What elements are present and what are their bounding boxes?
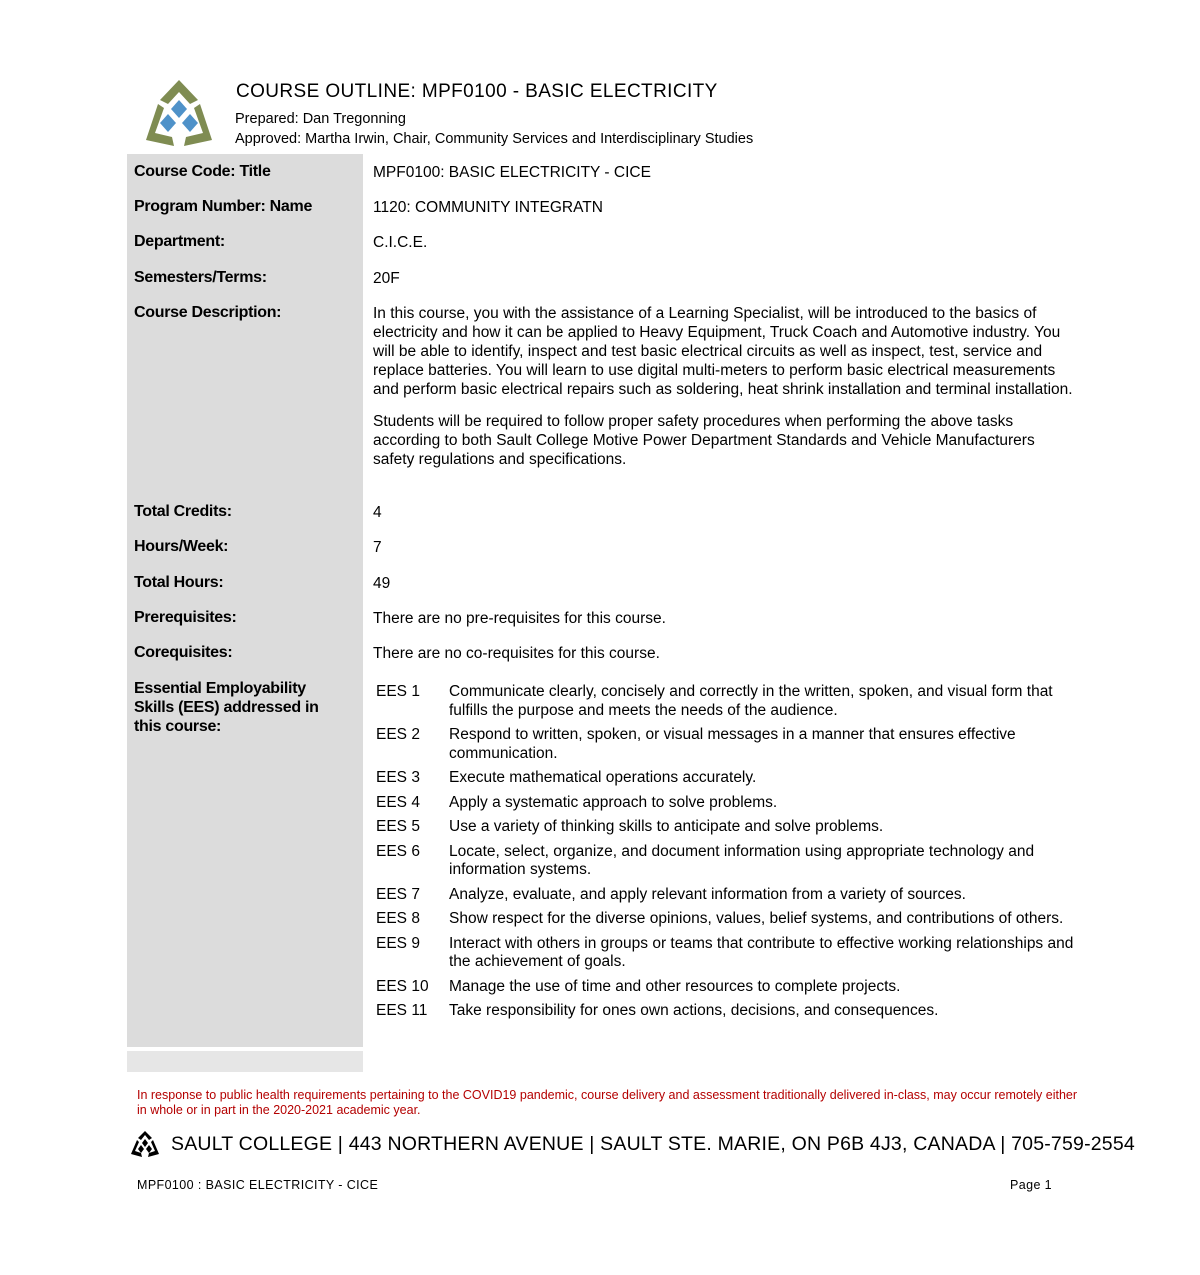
ees-text: Interact with others in groups or teams that contribute to effective working relationships and the achievement of goals. — [449, 934, 1074, 970]
sault-college-small-logo-icon — [129, 1130, 161, 1158]
label-column-footer-band — [127, 1051, 363, 1072]
ees-code: EES 11 — [376, 1002, 428, 1019]
ees-text: Show respect for the diverse opinions, values, belief systems, and contributions of others. — [449, 910, 1064, 927]
prerequisites-value: There are no pre-requisites for this course. — [373, 610, 666, 627]
ees-code: EES 8 — [376, 910, 420, 927]
ees-code: EES 1 — [376, 683, 420, 700]
sault-college-logo — [138, 78, 220, 152]
semesters-label: Semesters/Terms: — [134, 269, 267, 286]
ees-text: Take responsibility for ones own actions, decisions, and consequences. — [449, 1002, 939, 1019]
semesters-value: 20F — [373, 270, 400, 287]
hours-week-value: 7 — [373, 539, 382, 556]
college-address: SAULT COLLEGE | 443 NORTHERN AVENUE | SAULT STE. MARIE, ON P6B 4J3, CANADA | 705-759-2554 — [171, 1132, 1135, 1155]
ees-text: Locate, select, organize, and document information using appropriate technology and information systems. — [449, 842, 1035, 878]
total-hours-label: Total Hours: — [134, 574, 224, 591]
course-description — [373, 304, 1073, 482]
footer-course-name: MPF0100 : BASIC ELECTRICITY - CICE — [137, 1178, 379, 1192]
ees-item — [376, 843, 1076, 880]
hours-week-label: Hours/Week: — [134, 538, 229, 555]
covid-notice: In response to public health requirements pertaining to the COVID19 pandemic, course delivery and assessment traditionally delivered in-class, may occur remotely either in whole or in part in the 2020-2021 academic year. — [137, 1088, 1078, 1117]
ees-item — [376, 794, 1076, 813]
ees-code: EES 2 — [376, 726, 420, 743]
ees-code: EES 3 — [376, 769, 420, 786]
credits-value: 4 — [373, 504, 382, 521]
course-outline-title: COURSE OUTLINE: MPF0100 - BASIC ELECTRICITY — [236, 81, 718, 102]
ees-text: Use a variety of thinking skills to anticipate and solve problems. — [449, 818, 884, 835]
ees-text: Execute mathematical operations accurately. — [449, 769, 757, 786]
department-value: C.I.C.E. — [373, 234, 428, 251]
corequisites-label: Corequisites: — [134, 644, 233, 661]
ees-code: EES 10 — [376, 977, 429, 995]
ees-item — [376, 910, 1076, 929]
ees-code: EES 9 — [376, 934, 420, 952]
total-hours-value: 49 — [373, 575, 391, 592]
ees-text: Respond to written, spoken, or visual messages in a manner that ensures effective communication. — [449, 726, 1016, 762]
footer-address-bar — [129, 1130, 1135, 1158]
course-code-label: Course Code: Title — [134, 163, 271, 180]
ees-text: Communicate clearly, concisely and correctly in the written, spoken, and visual form that fulfills the purpose and meets the needs of the audience. — [449, 683, 1053, 719]
description-paragraph: In this course, you with the assistance of a Learning Specialist, will be introduced to the basics of electricity and how it can be applied to Heavy Equipment, Truck Coach and Automotive industry. You will be able to identify, inspect and test basic electrical circuits as well as inspect, test, service and replace batteries. You will learn to use digital multi-meters to perform basic electrical measurements and perform basic electrical repairs such as soldering, heat shrink installation and terminal installation. — [373, 305, 1073, 398]
prerequisites-label: Prerequisites: — [134, 609, 237, 626]
corequisites-value: There are no co-requisites for this course. — [373, 645, 660, 662]
ees-item — [376, 886, 1076, 905]
program-label: Program Number: Name — [134, 198, 313, 215]
ees-item — [376, 1002, 1076, 1021]
ees-label: Essential Employability Skills (EES) addressed in this course: — [134, 680, 319, 735]
ees-code: EES 6 — [376, 842, 420, 860]
ees-code: EES 4 — [376, 793, 420, 811]
ees-item — [376, 769, 1076, 788]
ees-item — [376, 726, 1076, 763]
ees-text: Apply a systematic approach to solve problems. — [449, 793, 778, 811]
page-number: Page 1 — [1010, 1178, 1053, 1192]
department-label: Department: — [134, 233, 225, 250]
description-paragraph: Students will be required to follow proper safety procedures when performing the above tasks according to both Sault College Motive Power Department Standards and Vehicle Manufacturers safety regulations and specifications. — [373, 413, 1035, 468]
program-value: 1120: COMMUNITY INTEGRATN — [373, 199, 603, 216]
ees-text: Manage the use of time and other resources to complete projects. — [449, 977, 901, 995]
ees-code: EES 5 — [376, 818, 420, 835]
approved-by: Approved: Martha Irwin, Chair, Community Services and Interdisciplinary Studies — [235, 131, 754, 147]
ees-list — [376, 683, 1076, 1027]
label-column-background — [127, 154, 363, 1047]
ees-text: Analyze, evaluate, and apply relevant information from a variety of sources. — [449, 885, 966, 903]
ees-code: EES 7 — [376, 885, 420, 903]
description-label: Course Description: — [134, 304, 282, 321]
prepared-by: Prepared: Dan Tregonning — [235, 111, 406, 127]
ees-item — [376, 978, 1076, 997]
credits-label: Total Credits: — [134, 503, 232, 520]
ees-item — [376, 818, 1076, 837]
course-code-value: MPF0100: BASIC ELECTRICITY - CICE — [373, 164, 651, 181]
ees-item — [376, 683, 1076, 720]
ees-item — [376, 935, 1076, 972]
